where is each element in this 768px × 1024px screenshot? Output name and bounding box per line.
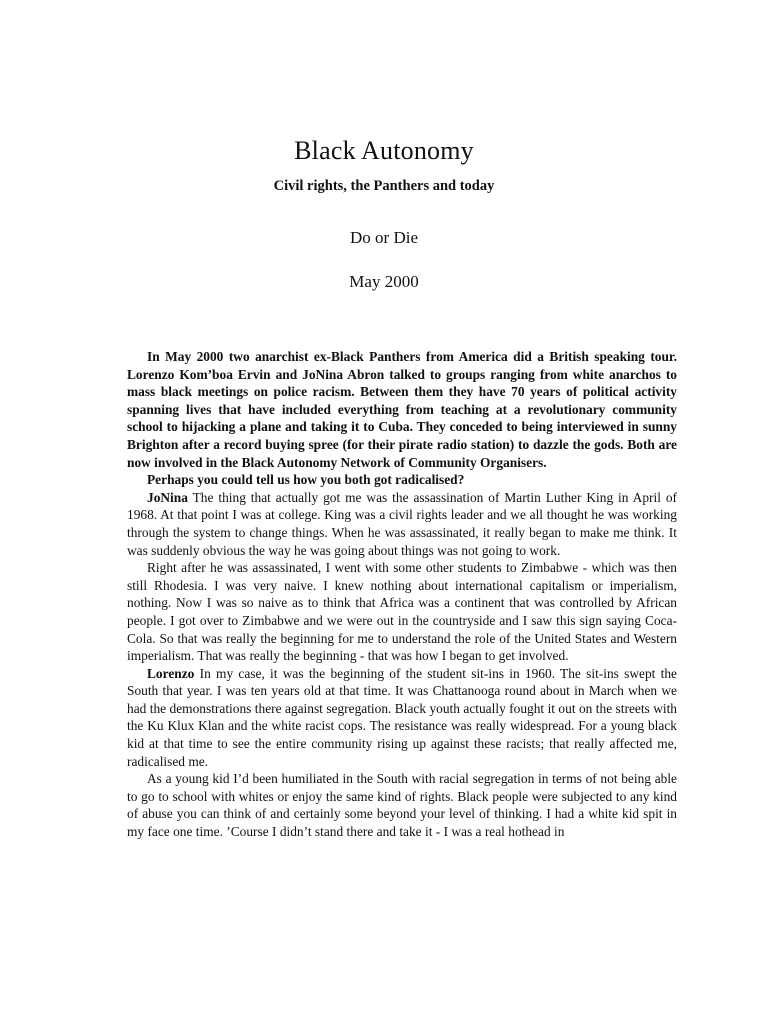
answer-paragraph [127, 489, 677, 559]
answer-paragraph [127, 665, 677, 771]
document-title: Black Autonomy [294, 136, 474, 165]
document-date: May 2000 [349, 272, 419, 291]
document-subtitle: Civil rights, the Panthers and today [273, 178, 495, 194]
article-body [127, 348, 677, 841]
speaker-name: Lorenzo [147, 665, 195, 681]
answer-text: In my case, it was the beginning of the student sit-ins in 1960. The sit-ins swept the South that year. I was ten years old at that time. It was Chattanooga round about in March when we had the demonstrations there against segregation. Black youth actually fought it out on the streets with the Ku Klux Klan and the white racist cops. The resistance was really widespread. For a young black kid at that time to see the entire community rising up against these racists; that really affected me, radicalised me. [127, 665, 677, 769]
answer-paragraph: Right after he was assassinated, I went with some other students to Zimbabwe - which was then still Rhodesia. I was very naive. I knew nothing about international capitalism or imperialism, nothing. Now I was so naive as to think that Africa was a continent that was controlled by African people. I got over to Zimbabwe and we were out in the countryside and I saw this sign saying Coca-Cola. So that was really the beginning for me to understand the role of the United States and Western imperialism. That was really the beginning - that was how I began to get involved. [127, 560, 677, 664]
document-author: Do or Die [350, 228, 418, 247]
intro-paragraph: In May 2000 two anarchist ex-Black Panthers from America did a British speaking tour. Lorenzo Kom’boa Ervin and JoNina Abron talked to groups ranging from white anarchos to mass black meetings on police racism. Between them they have 70 years of political activity spanning lives that have included everything from teaching at a revolutionary community school to hijacking a plane and taking it to Cuba. They conceded to being interviewed in sunny Brighton after a record buying spree (for their pirate radio station) to dazzle the gods. Both are now involved in the Black Autonomy Network of Community Organisers. [127, 349, 677, 470]
interview-question: Perhaps you could tell us how you both got radicalised? [147, 472, 465, 488]
answer-text: The thing that actually got me was the assassination of Martin Luther King in April of 1968. At that point I was at college. King was a civil rights leader and we all thought he was working through the system to change things. When he was assassinated, it really began to make me think. It was suddenly obvious the way he was going about things was not going to work. [127, 489, 677, 558]
speaker-name: JoNina [147, 489, 188, 505]
answer-paragraph: As a young kid I’d been humiliated in the South with racial segregation in terms of not being able to go to school with whites or enjoy the same kind of rights. Black people were subjected to any kind of abuse you can think of and certainly some beyond your level of thinking. I had a white kid spit in my face one time. ’Course I didn’t stand there and take it - I was a real hothead in [127, 771, 677, 840]
